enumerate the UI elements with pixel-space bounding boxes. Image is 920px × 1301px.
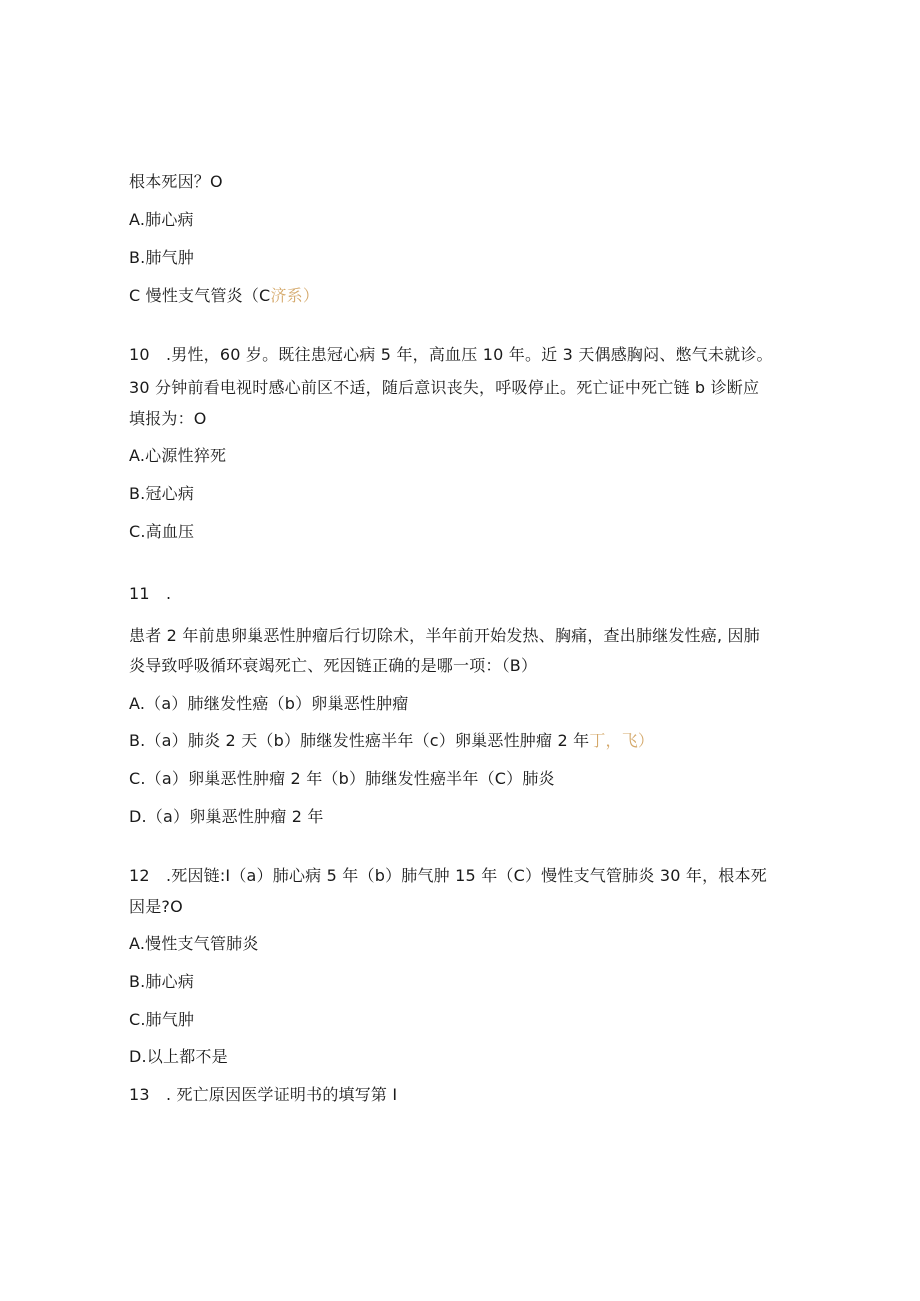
question-12-stem-line-1: 12 .死因链:I（a）肺心病 5 年（b）肺气肿 15 年（C）慢性支气管肺炎 30 年，根本死 [129,866,767,885]
question-12-option-d: D.以上都不是 [129,1047,228,1066]
question-12-option-b: B.肺心病 [129,972,195,991]
faded-annotation: 济系） [270,286,320,305]
question-11-stem-line-1: 患者 2 年前患卵巢恶性肿瘤后行切除术，半年前开始发热、胸痛，查出肺继发性癌, 因肺 [129,626,760,645]
question-11-option-a: A.（a）肺继发性癌（b）卵巢恶性肿瘤 [129,694,409,713]
question-13-stem: 13 . 死亡原因医学证明书的填写第 I [129,1085,398,1104]
question-9-stem-tail: 根本死因？O [129,172,223,191]
question-11-option-b: B.（a）肺炎 2 天（b）肺继发性癌半年（c）卵巢恶性肿瘤 2 年丁，飞） [129,731,655,750]
question-9-option-c: C 慢性支气管炎（C济系） [129,286,320,305]
question-10-stem-line-1: 10 .男性，60 岁。既往患冠心病 5 年，高血压 10 年。近 3 天偶感胸闷、憋气未就诊。 [129,345,773,364]
question-12-stem-line-2: 因是?O [129,897,183,916]
question-11-option-c: C.（a）卵巢恶性肿瘤 2 年（b）肺继发性癌半年（C）肺炎 [129,769,555,788]
question-12-option-c: C.肺气肿 [129,1010,195,1029]
question-10-stem-line-3: 填报为：O [129,409,207,428]
question-10-option-b: B.冠心病 [129,484,195,503]
question-11-stem-line-2: 炎导致呼吸循环衰竭死亡、死因链正确的是哪一项：（B） [129,656,538,675]
question-9-option-a: A.肺心病 [129,210,194,229]
faded-annotation: 丁，飞） [589,731,655,750]
question-10-stem-line-2: 30 分钟前看电视时感心前区不适，随后意识丧失，呼吸停止。死亡证中死亡链 b 诊断应 [129,378,760,397]
question-11-number: 11 . [129,584,172,603]
question-10-option-a: A.心源性猝死 [129,446,227,465]
question-11-option-d: D.（a）卵巢恶性肿瘤 2 年 [129,807,324,826]
question-12-option-a: A.慢性支气管肺炎 [129,934,259,953]
question-9-option-b: B.肺气肿 [129,248,195,267]
question-10-option-c: C.高血压 [129,522,195,541]
